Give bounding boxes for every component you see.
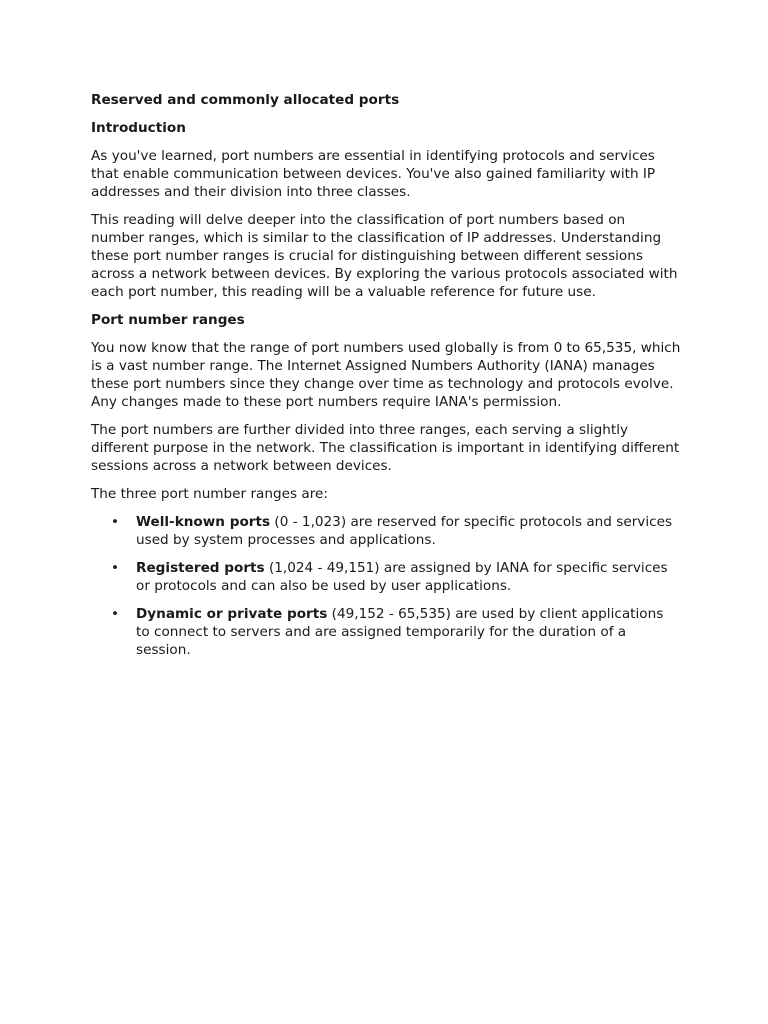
intro-paragraph-1: As you've learned, port numbers are essential in identifying protocols and services that enable communication between devices. You've also gained familiarity with IP addresses and their division into three classes. [91, 148, 656, 200]
list-item-term: Well-known ports [136, 514, 271, 530]
bullet-icon: • [111, 514, 120, 530]
list-item-well-known [111, 513, 681, 549]
document-title: Reserved and commonly allocated ports [91, 92, 400, 108]
list-item-text: (1,024 - 49,151) are assigned by IANA for specific services or protocols and can also be used by user applications. [136, 560, 668, 594]
ranges-paragraph-1: You now know that the range of port numbers used globally is from 0 to 65,535, which is a vast number range. The Internet Assigned Numbers Authority (IANA) manages these port numbers since they change over time as technology and protocols evolve. Any changes made to these port numbers require IANA's permission. [91, 340, 681, 410]
ranges-heading: Port number ranges [91, 312, 245, 328]
list-item-text: (0 - 1,023) are reserved for specific protocols and services used by system processes and applications. [136, 514, 673, 548]
list-item-text: (49,152 - 65,535) are used by client applications to connect to servers and are assigned temporarily for the duration of a session. [136, 606, 664, 658]
ranges-paragraph-3: The three port number ranges are: [91, 486, 328, 502]
bullet-icon: • [111, 606, 120, 622]
ranges-paragraph-2: The port numbers are further divided into three ranges, each serving a slightly different purpose in the network. The classification is important in identifying different sessions across a network between devices. [91, 422, 680, 474]
list-item-registered [111, 559, 681, 595]
intro-paragraph-2: This reading will delve deeper into the classification of port numbers based on number ranges, which is similar to the classification of IP addresses. Understanding these port number ranges is crucial for distinguishing between different sessions across a network between devices. By exploring the various protocols associated with each port number, this reading will be a valuable reference for future use. [91, 212, 678, 300]
port-range-list [91, 513, 681, 659]
document-page [91, 91, 681, 669]
bullet-icon: • [111, 560, 120, 576]
list-item-term: Dynamic or private ports [136, 606, 328, 622]
list-item-dynamic [111, 605, 681, 659]
intro-heading: Introduction [91, 120, 186, 136]
list-item-term: Registered ports [136, 560, 265, 576]
